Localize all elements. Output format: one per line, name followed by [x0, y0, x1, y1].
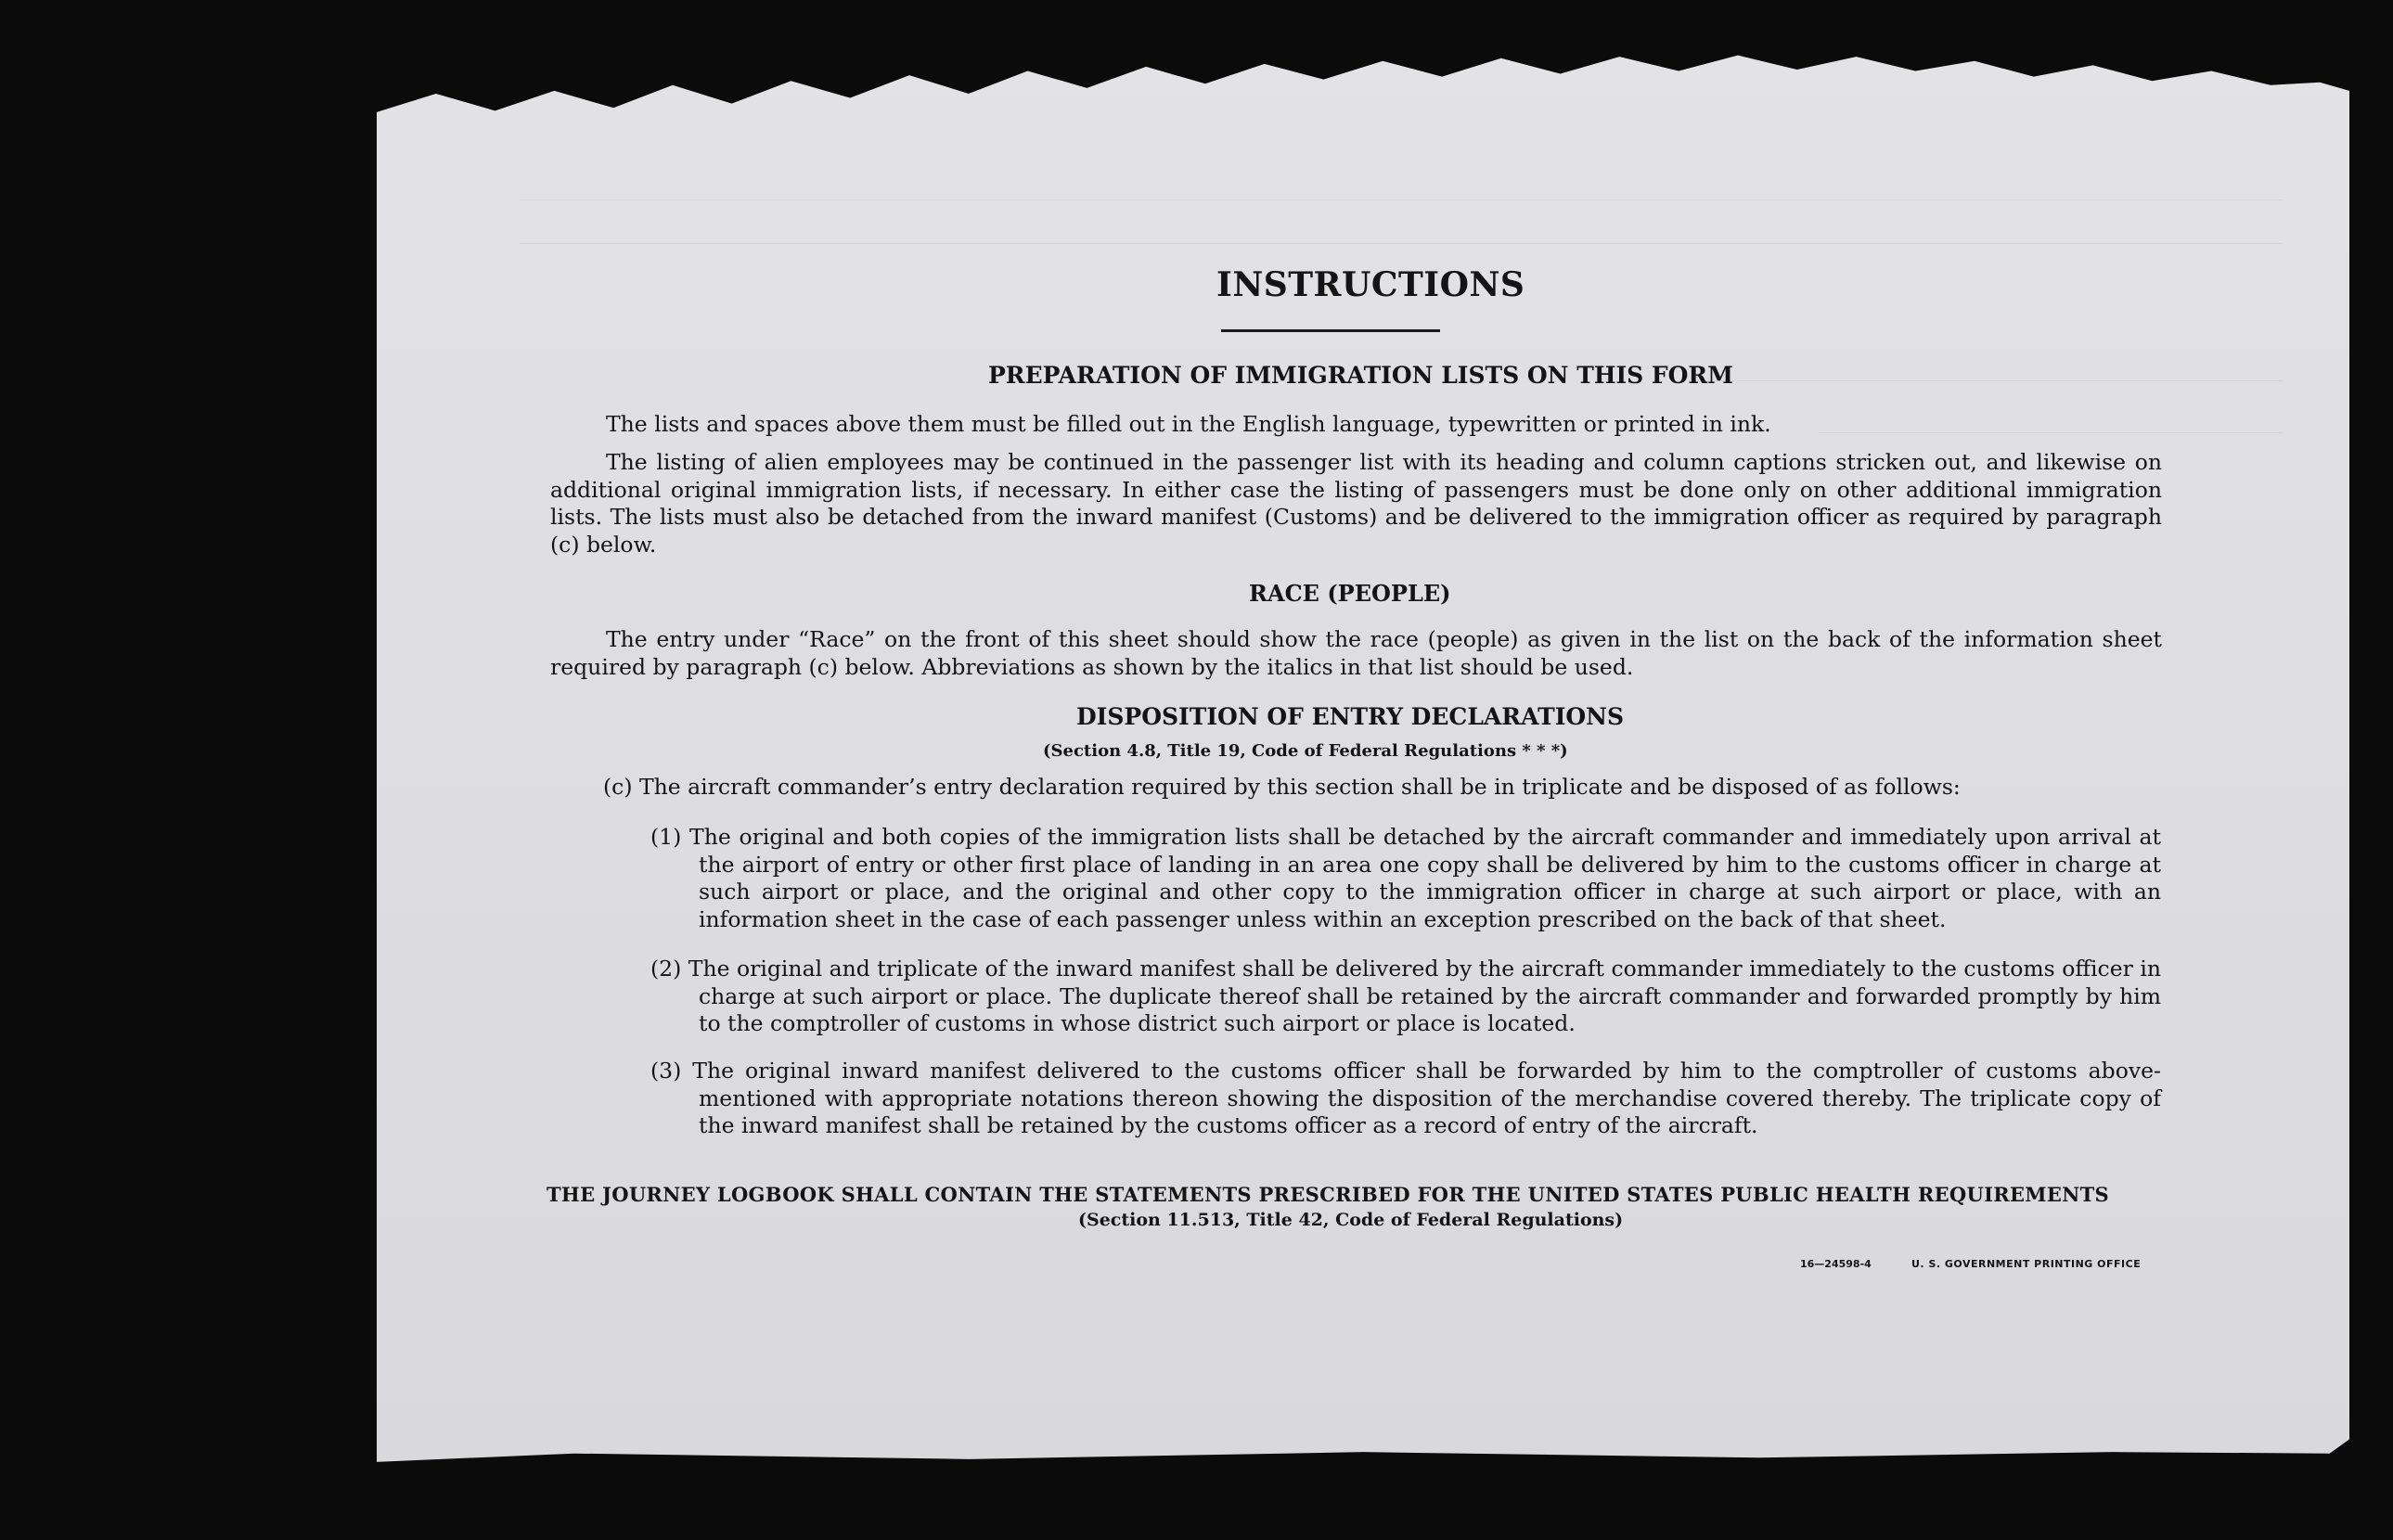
race-heading: RACE (PEOPLE) [1249, 580, 1451, 607]
printer-imprint: U. S. GOVERNMENT PRINTING OFFICE [1911, 1258, 2142, 1270]
preparation-paragraph-2: The listing of alien employees may be continued in the passenger list with its heading and column captions stricken out, and likewise on additional original immigration lists, if necessary. In either case the listing of passengers must be done only on other additional immigration lists. The lists must also be detached from the inward manifest (Customs) and be delivered to the immigration officer as required by paragraph (c) below. [550, 449, 2162, 558]
disposition-section-reference: (Section 4.8, Title 19, Code of Federal Regulations * * *) [1043, 741, 1568, 761]
preparation-heading: PREPARATION OF IMMIGRATION LISTS ON THIS FORM [988, 362, 1733, 389]
disposition-item-1: (1) The original and both copies of the immigration lists shall be detached by the aircraft commander and immediately upon arrival at the airport of entry or other first place of landing in an area one copy shall be delivered by him to the customs officer in charge at such airport or place, and the original and other copy to the immigration officer in charge at such airport or place, with an information sheet in the case of each passenger unless within an exception prescribed on the back of that sheet. [650, 824, 2161, 932]
journey-section-reference: (Section 11.513, Title 42, Code of Federal Regulations) [1078, 1210, 1624, 1230]
disposition-item-3: (3) The original inward manifest delivered to the customs officer shall be forwarded by him to the comptroller of customs above-mentioned with appropriate notations thereon showing the disposition of the merchandise covered thereby. The triplicate copy of the inward manifest shall be retained by the customs officer as a record of entry of the aircraft. [650, 1058, 2161, 1138]
paragraph-c: (c) The aircraft commander’s entry declaration required by this section shall be in triplicate and be disposed of as follows: [603, 774, 1961, 800]
bleed-through-line [1689, 380, 2283, 381]
bleed-through-line [520, 199, 2283, 200]
disposition-item-2: (2) The original and triplicate of the inward manifest shall be delivered by the aircraft commander immediately to the customs officer in charge at such airport or place. The duplicate thereof shall be retained by the aircraft commander and forwarded promptly by him to the comptroller of customs in whose district such airport or place is located. [650, 956, 2161, 1036]
page-title: INSTRUCTIONS [1216, 265, 1525, 304]
journey-logbook-heading: THE JOURNEY LOGBOOK SHALL CONTAIN THE STATEMENTS PRESCRIBED FOR THE UNITED STATES PUBLIC HEALTH REQUIREMENTS [547, 1183, 2110, 1206]
bleed-through-line [520, 243, 2283, 244]
form-number: 16—24598-4 [1800, 1258, 1872, 1270]
title-underline [1221, 329, 1440, 332]
preparation-paragraph-1: The lists and spaces above them must be filled out in the English language, typewritten or printed in ink. [606, 411, 1771, 437]
disposition-heading: DISPOSITION OF ENTRY DECLARATIONS [1076, 703, 1625, 730]
race-paragraph: The entry under “Race” on the front of this sheet should show the race (people) as given in the list on the back of the information sheet required by paragraph (c) below. Abbreviations as shown by the italics in that list should be used. [550, 626, 2162, 680]
